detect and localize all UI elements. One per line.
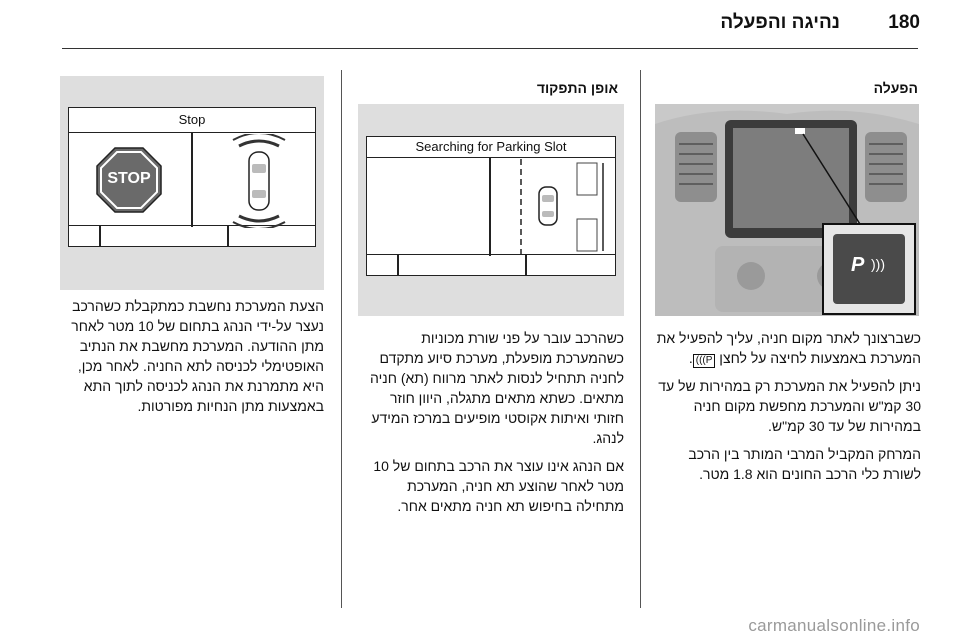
section-heading-function: אופן התפקוד	[536, 80, 618, 96]
dashboard-figure	[655, 104, 919, 316]
screen-status-bar	[367, 254, 615, 275]
parking-button-icon: P)))	[693, 354, 716, 368]
right-column-text	[655, 328, 921, 484]
stop-screen-title: Stop	[69, 108, 315, 133]
column-divider-left	[341, 70, 342, 608]
parking-sensor-waves-icon: )))	[871, 256, 885, 272]
page-number: 180	[888, 12, 920, 33]
parking-button-zoom-label: P	[851, 254, 865, 276]
middle-paragraph-2: אם הנהג אינו עוצר את הרכב בתחום של 10 מטר לאחר שהוצע תא חניה, המערכת מתחילה בחיפוש תא חניה מתאים אחר.	[373, 458, 624, 514]
screen-status-bar	[69, 225, 315, 246]
section-heading-operation: הפעלה	[873, 80, 918, 96]
middle-column-text	[356, 328, 624, 516]
car-icon	[539, 187, 557, 225]
stop-screen-panel	[68, 107, 316, 247]
dashboard-illustration	[655, 104, 919, 316]
right-paragraph-1: כשברצונך לאתר מקום חניה, עליך להפעיל את המערכת באמצעות לחיצה על לחצן P))).	[656, 330, 921, 366]
header-divider	[62, 48, 918, 49]
left-paragraph-1: הצעת המערכת נחשבת כמתקבלת כשהרכב נעצר על-ידי הנהג בתחום של 10 מטר לאחר מתן ההודעה. המערכת מחשבת את הנתיב האופטימלי לכניסה לתא החניה. לאחר מכן, היא מתמרנת את הנהג לכניסה לתוך התא באמצעות מתן הנחיות מפורטות.	[71, 298, 324, 414]
stop-screen-figure	[60, 76, 324, 290]
searching-screen-panel	[366, 136, 616, 276]
car-icon	[249, 152, 269, 210]
column-divider-right	[640, 70, 641, 608]
parking-sensor-diagram	[219, 134, 299, 228]
middle-paragraph-1: כשהרכב עובר על פני שורת מכוניות כשהמערכת מופעלת, מערכת סיוע מתקדם לחניה תתחיל לנסות לאתר מרווח (תא) חניה מתאים. כשתא מתאים מתגלה, היוון חוזר חזותי ואיתות אקוסטי מופיעים במרכז המידע לנהג.	[370, 330, 624, 446]
screen-divider	[191, 133, 193, 227]
searching-screen-figure	[358, 104, 624, 316]
left-column-text	[62, 296, 324, 416]
page-title: נהיגה והפעלה	[720, 12, 840, 33]
stop-sign-text: STOP	[107, 170, 151, 187]
right-paragraph-2: ניתן להפעיל את המערכת רק במהירות של עד 30 קמ"ש והמערכת מחפשת מקום חניה במהירות של עד 30 קמ"ש.	[658, 378, 921, 434]
parking-slot-diagram	[491, 159, 615, 255]
searching-screen-title: Searching for Parking Slot	[367, 137, 615, 158]
right-paragraph-3: המרחק המקביל המרבי המותר בין הרכב לשורת כלי הרכב החונים הוא 1.8 מטר.	[688, 446, 921, 482]
footer-watermark: carmanualsonline.info	[748, 616, 920, 635]
